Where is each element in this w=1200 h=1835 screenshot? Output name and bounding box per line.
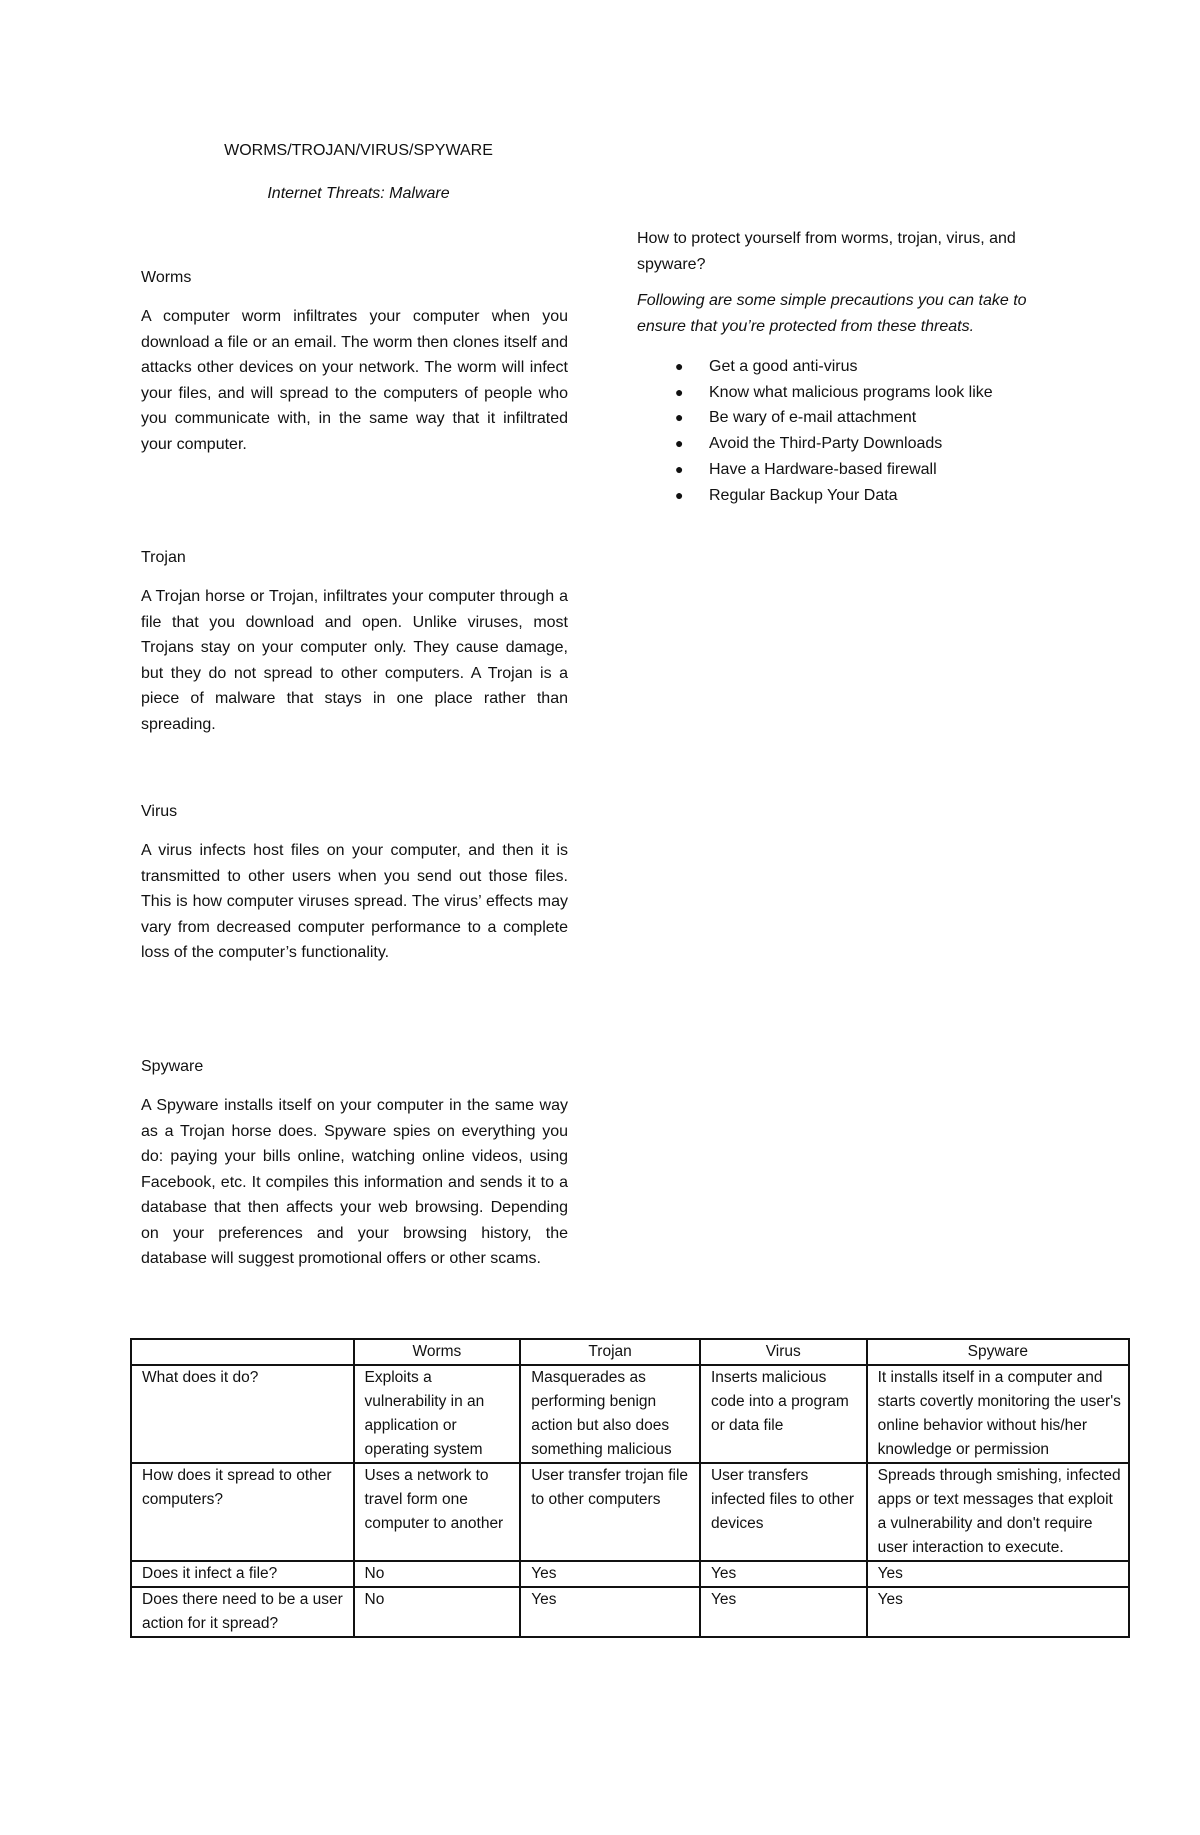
table-cell: No: [354, 1587, 521, 1637]
table-cell: Spreads through smishing, infected apps or text messages that exploit a vulnerability and don't require user interaction to execute.: [867, 1463, 1129, 1561]
table-cell: Uses a network to travel form one computer to another: [354, 1463, 521, 1561]
precaution-text: Avoid the Third-Party Downloads: [709, 435, 943, 453]
section-body-virus: A virus infects host files on your computer, and then it is transmitted to other users when you send out those files. This is how computer viruses spread. The virus’ effects may vary from decreased computer performance to a complete loss of the computer’s functionality.: [141, 842, 568, 961]
row-label: What does it do?: [131, 1365, 354, 1463]
precaution-item: [675, 457, 1067, 483]
table-cell: Yes: [520, 1561, 700, 1587]
table-cell: Yes: [867, 1587, 1129, 1637]
table-cell: Yes: [520, 1587, 700, 1637]
section-trojan: [141, 548, 568, 737]
precaution-item: [675, 354, 1067, 380]
bullet-icon: ●: [675, 358, 684, 374]
precaution-item: [675, 380, 1067, 406]
table-row: [131, 1463, 1129, 1561]
document-subtitle: Internet Threats: Malware: [267, 185, 450, 202]
precaution-item: [675, 405, 1067, 431]
row-label: How does it spread to other computers?: [131, 1463, 354, 1561]
precaution-list: [637, 354, 1067, 508]
table-cell: It installs itself in a computer and starts covertly monitoring the user's online behavior without his/her knowledge or permission: [867, 1365, 1129, 1463]
table-cell: Yes: [700, 1561, 867, 1587]
column-header-spyware: Spyware: [867, 1339, 1129, 1365]
table-cell: Exploits a vulnerability in an application or operating system: [354, 1365, 521, 1463]
table-cell: Masquerades as performing benign action but also does something malicious: [520, 1365, 700, 1463]
table-cell: User transfer trojan file to other computers: [520, 1463, 700, 1561]
malware-comparison-table: [130, 1338, 1130, 1638]
precaution-text: Regular Backup Your Data: [709, 486, 898, 504]
column-header-virus: Virus: [700, 1339, 867, 1365]
row-label: Does there need to be a user action for it spread?: [131, 1587, 354, 1637]
bullet-icon: ●: [675, 435, 684, 452]
table-row: [131, 1587, 1129, 1637]
bullet-icon: ●: [675, 383, 684, 400]
section-worms: [141, 268, 568, 457]
protection-panel: [637, 226, 1067, 508]
table-cell: Inserts malicious code into a program or data file: [700, 1365, 867, 1463]
protection-intro: Following are some simple precautions you can take to ensure that you’re protected from these threats.: [637, 292, 1027, 335]
table-cell: User transfers infected files to other devices: [700, 1463, 867, 1561]
table-cell: Yes: [700, 1587, 867, 1637]
precaution-text: Be wary of e-mail attachment: [709, 409, 917, 427]
protection-heading: How to protect yourself from worms, trojan, virus, and spyware?: [637, 230, 1016, 273]
section-body-trojan: A Trojan horse or Trojan, infiltrates your computer through a file that you download and open. Unlike viruses, most Trojans stay on your computer only. They cause damage, but they do not spread to other computers. A Trojan is a piece of malware that stays in one place rather than spreading.: [141, 588, 568, 733]
bullet-icon: ●: [675, 460, 684, 477]
section-virus: [141, 802, 568, 966]
table-cell: Yes: [867, 1561, 1129, 1587]
section-body-worms: A computer worm infiltrates your computer when you download a file or an email. The worm then clones itself and attacks other devices on your network. The worm will infect your files, and will spread to the computers of people who you communicate with, in the same way that it infiltrated your computer.: [141, 308, 568, 453]
section-heading-virus: Virus: [141, 803, 178, 820]
precaution-text: Know what malicious programs look like: [709, 383, 993, 401]
precaution-item: [675, 431, 1067, 457]
table-row: [131, 1561, 1129, 1587]
table-header-row: [131, 1339, 1129, 1365]
precaution-item: [675, 483, 1067, 509]
document-title: WORMS/TROJAN/VIRUS/SPYWARE: [224, 142, 493, 159]
column-header-trojan: Trojan: [520, 1339, 700, 1365]
table-cell: No: [354, 1561, 521, 1587]
table-corner-cell: [131, 1339, 354, 1365]
precaution-text: Have a Hardware-based firewall: [709, 460, 937, 478]
bullet-icon: ●: [675, 409, 684, 426]
table-row: [131, 1365, 1129, 1463]
column-header-worms: Worms: [354, 1339, 521, 1365]
section-heading-spyware: Spyware: [141, 1058, 204, 1075]
section-heading-trojan: Trojan: [141, 549, 186, 566]
section-spyware: [141, 1057, 568, 1272]
precaution-text: Get a good anti-virus: [709, 358, 858, 375]
section-body-spyware: A Spyware installs itself on your computer in the same way as a Trojan horse does. Spyware spies on everything you do: paying your bills online, watching online videos, using Facebook, etc. It compiles this information and sends it to a database that then affects your web browsing. Depending on your preferences and your browsing history, the database will suggest promotional offers or other scams.: [141, 1097, 568, 1267]
bullet-icon: ●: [675, 486, 684, 503]
row-label: Does it infect a file?: [131, 1561, 354, 1587]
section-heading-worms: Worms: [141, 269, 192, 286]
